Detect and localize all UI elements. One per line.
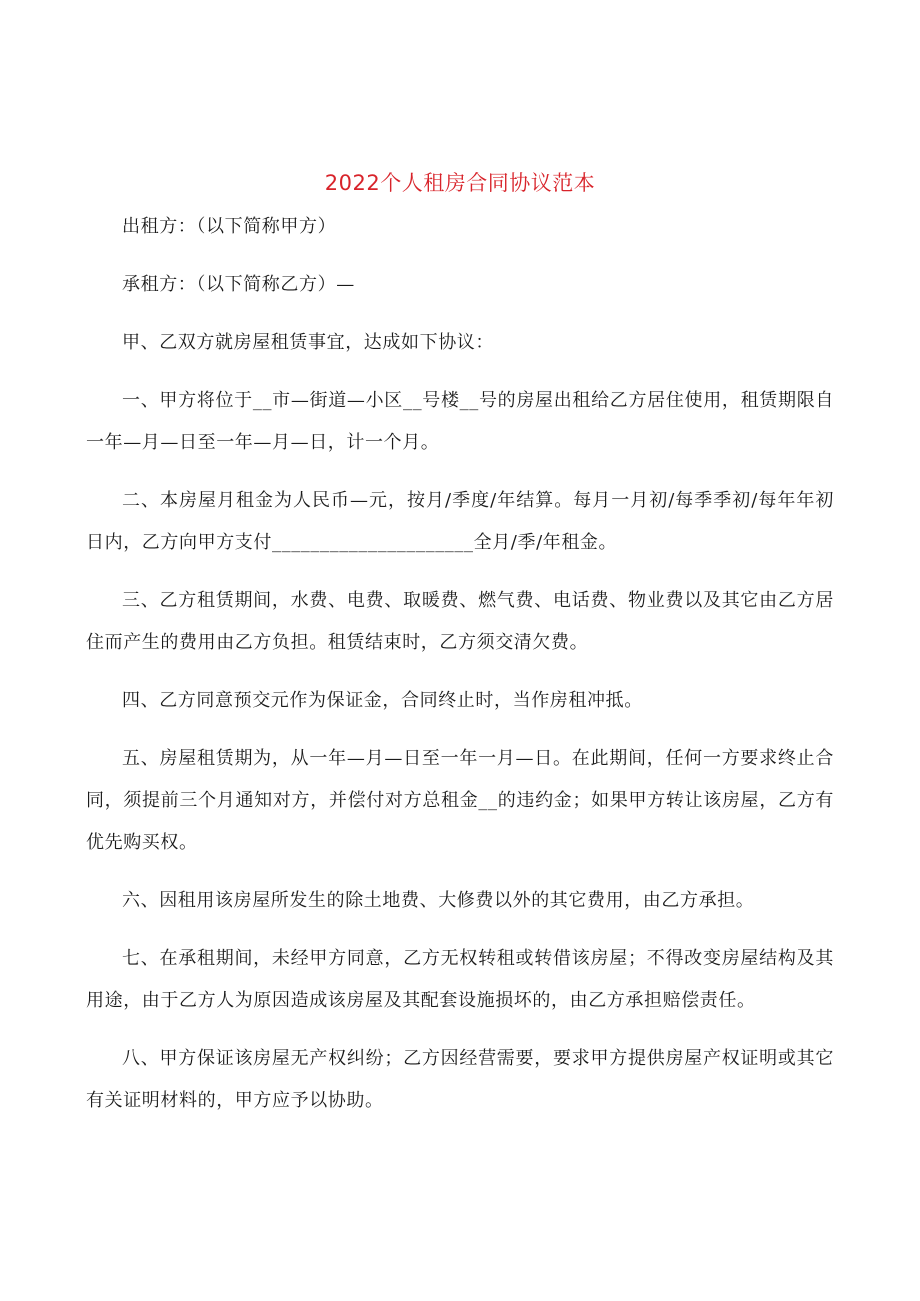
paragraph-clause-8: 八、甲方保证该房屋无产权纠纷；乙方因经营需要，要求甲方提供房屋产权证明或其它有关证明材料的，甲方应予以协助。 bbox=[86, 1048, 834, 1111]
document-title: 2022个人租房合同协议范本 bbox=[324, 171, 596, 195]
paragraph-clause-2: 二、本房屋月租金为人民币—元，按月/季度/年结算。每月一月初/每季季初/每年年初日内，乙方向甲方支付_____________________全月/季/年租金。 bbox=[86, 490, 834, 553]
paragraph-clause-5: 五、房屋租赁期为，从一年—月—日至一年一月—日。在此期间，任何一方要求终止合同，须提前三个月通知对方，并偿付对方总租金__的违约金；如果甲方转让该房屋，乙方有优先购买权。 bbox=[86, 748, 834, 853]
paragraph-clause-4: 四、乙方同意预交元作为保证金，合同终止时，当作房租冲抵。 bbox=[122, 690, 643, 711]
paragraph-clause-1: 一、甲方将位于__市—街道—小区__号楼__号的房屋出租给乙方居住使用，租赁期限自一年—月—日至一年—月—日，计一个月。 bbox=[86, 390, 834, 453]
paragraph-clause-7: 七、在承租期间，未经甲方同意，乙方无权转租或转借该房屋；不得改变房屋结构及其用途，由于乙方人为原因造成该房屋及其配套设施损坏的，由乙方承担赔偿责任。 bbox=[86, 948, 834, 1011]
paragraph-clause-3: 三、乙方租赁期间，水费、电费、取暖费、燃气费、电话费、物业费以及其它由乙方居住而产生的费用由乙方负担。租赁结束时，乙方须交清欠费。 bbox=[86, 590, 834, 653]
paragraph-preamble: 甲、乙双方就房屋租赁事宜，达成如下协议： bbox=[122, 332, 494, 353]
paragraph-lessor: 出租方：（以下简称甲方） bbox=[122, 216, 337, 237]
document-body bbox=[86, 206, 834, 1122]
paragraph-clause-6: 六、因租用该房屋所发生的除土地费、大修费以外的其它费用，由乙方承担。 bbox=[122, 890, 755, 911]
paragraph-lessee: 承租方：（以下简称乙方）— bbox=[122, 274, 355, 295]
